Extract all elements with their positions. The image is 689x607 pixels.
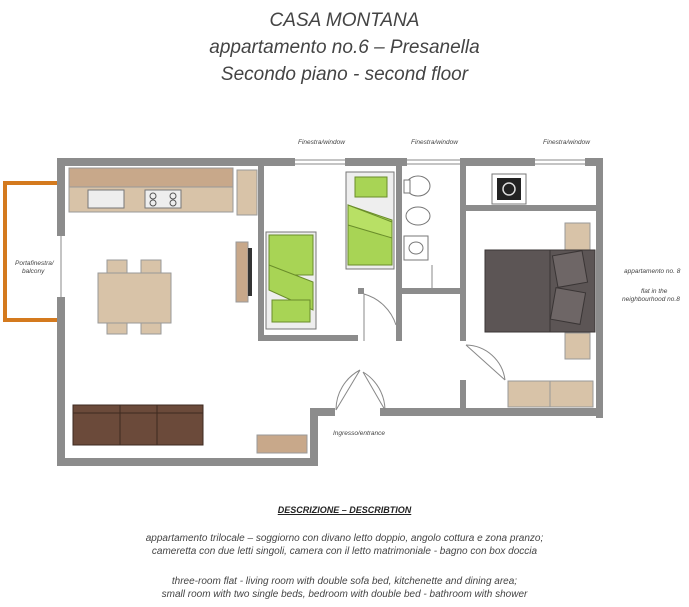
bidet-icon xyxy=(406,207,430,225)
floor-label: Secondo piano - second floor xyxy=(220,64,469,85)
chair-icon xyxy=(107,260,127,274)
wall-bath-south xyxy=(396,288,466,294)
wall-east xyxy=(596,158,603,418)
shoe-cabinet xyxy=(257,435,307,453)
pillow-icon xyxy=(550,288,585,325)
nightstand xyxy=(565,333,590,359)
wall-west xyxy=(57,158,65,466)
double-bedroom xyxy=(485,223,595,407)
description-en-line2: small room with two single beds, bedroom with double bed - bathroom with shower xyxy=(161,589,528,600)
windows xyxy=(295,160,585,164)
washbasin-icon xyxy=(404,236,428,260)
dining-table xyxy=(98,273,171,323)
wall-entrance-side xyxy=(310,408,318,466)
nightstand xyxy=(565,223,590,250)
wall-room1-south xyxy=(258,335,358,341)
kitchen xyxy=(69,168,257,215)
wall-room1-west xyxy=(258,166,264,341)
sofa xyxy=(73,405,203,445)
wall-bed-south xyxy=(460,380,466,410)
fridge-cabinet xyxy=(237,170,257,215)
wall-south-left xyxy=(57,458,318,466)
window-label: Finestra/window xyxy=(411,139,458,146)
wall-north-mid xyxy=(345,158,407,166)
plan-subtitle: appartamento no.6 – Presanella xyxy=(209,37,480,58)
neighbour-label: neighbourhood no.8 xyxy=(622,296,680,303)
pillow-icon xyxy=(355,177,387,197)
chair-icon xyxy=(141,260,161,274)
wall-bed-north xyxy=(466,205,596,211)
doors xyxy=(336,265,505,410)
window-label: Finestra/window xyxy=(298,139,345,146)
pillow-icon xyxy=(552,251,587,288)
toilet-tank xyxy=(404,180,410,193)
wall-north-left xyxy=(57,158,295,166)
neighbour-label: flat in the xyxy=(641,288,668,295)
description-it-line1: appartamento trilocale – soggiorno con divano letto doppio, angolo cottura e zona pranzo; xyxy=(145,533,544,544)
chair-icon xyxy=(141,323,161,334)
sink-icon xyxy=(88,190,124,208)
wall-bath-east xyxy=(460,166,466,341)
dining-area xyxy=(98,260,171,334)
twin-room xyxy=(266,172,394,329)
description-heading: DESCRIZIONE – DESCRIBTION xyxy=(277,505,412,515)
balcony-label: balcony xyxy=(22,268,45,275)
entrance-door-left xyxy=(336,370,360,410)
wall-bath-west xyxy=(396,166,402,341)
door-twin-room xyxy=(364,294,396,341)
entrance-label: Ingresso/entrance xyxy=(333,430,386,437)
wall-room1-jamb xyxy=(358,288,364,294)
entrance-door-right xyxy=(363,372,385,410)
tv-cabinet xyxy=(236,242,248,302)
balcony-label: Portafinestra/ xyxy=(15,260,54,267)
tv-icon xyxy=(248,248,252,296)
window-label: Finestra/window xyxy=(543,139,590,146)
shower-icon xyxy=(497,178,521,200)
description-it-line2: cameretta con due letti singoli, camera con il letto matrimoniale - bagno con box doccia xyxy=(151,546,538,557)
kitchen-cabinets-top xyxy=(69,168,233,187)
chair-icon xyxy=(107,323,127,334)
neighbour-label: appartamento no. 8 xyxy=(624,268,681,275)
pillow-icon xyxy=(272,300,310,322)
plan-title: CASA MONTANA xyxy=(269,10,420,31)
wall-north-right-a xyxy=(460,158,535,166)
door-bedroom xyxy=(466,345,505,380)
description-en-line1: three-room flat - living room with double sofa bed, kitchenette and dining area; xyxy=(171,576,518,587)
wall-south-right xyxy=(385,408,603,416)
balcony-railing xyxy=(5,183,57,320)
sofa-bed xyxy=(73,405,203,445)
